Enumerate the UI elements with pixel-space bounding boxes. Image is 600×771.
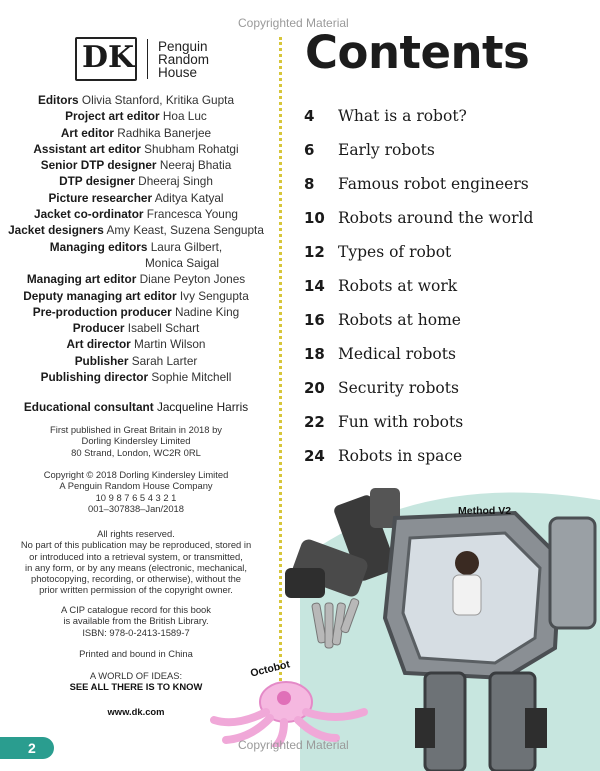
credits-list [0,92,272,385]
publisher-name-line: House [158,64,198,80]
page-title: Contents [305,26,530,79]
credit-line: Pre-production producer Nadine King [32,304,240,319]
toc-item[interactable]: 8 Famous robot engineers [304,175,529,193]
credit-line: Art editor Radhika Banerjee [60,125,212,140]
credit-line: Art director Martin Wilson [66,337,206,352]
cip-block: A CIP catalogue record for this book is available from the British Library. ISBN: 978-0-2413-1589-7 [61,604,211,638]
dk-logo-icon [75,37,137,81]
publisher-name-line: Random [158,51,210,67]
credit-line: Project art editor Hoa Luc [65,109,207,124]
credit-line: Producer Isabell Schart [72,321,200,336]
credit-line: Monica Saigal [144,255,220,270]
toc-item[interactable]: 24 Robots in space [304,447,463,465]
credit-line: Managing editors Laura Gilbert, [49,239,223,254]
toc-item[interactable]: 12 Types of robot [304,243,452,261]
tagline-block: A WORLD OF IDEAS: SEE ALL THERE IS TO KNOW [69,670,203,693]
publisher-name [158,40,209,79]
column-divider [279,37,282,699]
printed-line: Printed and bound in China [79,648,193,659]
credit-line: Deputy managing art editor Ivy Sengupta [23,288,249,303]
toc-item[interactable]: 22 Fun with robots [304,413,464,431]
toc-item[interactable]: 20 Security robots [304,379,459,397]
toc-item[interactable]: 6 Early robots [304,141,435,159]
credit-line: Managing art editor Diane Peyton Jones [26,272,246,287]
credit-line: DTP designer Dheeraj Singh [59,174,213,189]
credit-line: Picture researcher Aditya Katyal [48,190,224,205]
credit-line: Publisher Sarah Larter [74,353,198,368]
educational-consultant: Educational consultant Jacqueline Harris [23,400,249,414]
credit-line: Assistant art editor Shubham Rohatgi [33,141,239,156]
watermark-top: Copyrighted Material [238,16,349,30]
dk-letters: DK [82,40,135,75]
website-line: www.dk.com [107,706,165,717]
publisher-name-line: Penguin [158,38,208,54]
robot-caption: Method V2 [458,505,512,517]
toc-item[interactable]: 18 Medical robots [304,345,456,363]
page-number-tab [0,737,54,759]
first-published-block: First published in Great Britain in 2018 by Dorling Kindersley Limited 80 Strand, London, WC2R 0RL [50,424,222,458]
publisher-logo [75,37,209,81]
octobot-caption: Octobot [249,658,292,680]
toc-item[interactable]: 10 Robots around the world [304,209,534,227]
octobot-illustration [206,672,372,747]
copyright-block: Copyright © 2018 Dorling Kindersley Limited A Penguin Random House Company 10 9 8 7 6 5 4 3 2 1 001–307838–Jan/2018 [43,469,229,514]
credit-line: Editors Olivia Stanford, Kritika Gupta [37,93,235,107]
toc-item[interactable]: 14 Robots at work [304,277,458,295]
logo-divider [147,39,148,79]
credit-line: Senior DTP designer Neeraj Bhatia [40,158,232,173]
page-number: 2 [28,740,36,756]
watermark-bottom: Copyrighted Material [238,738,349,752]
credit-line: Jacket designers Amy Keast, Suzena Sengupta [8,223,264,238]
toc-item[interactable]: 4 What is a robot? [304,107,467,125]
rights-block: All rights reserved. No part of this publication may be reproduced, stored in or introduced into a retrieval system, or transmitted, in any form, or by any means (electronic, mechanical, photocopying, recording, or otherwise), without the prior written permission of the copyright owner. [20,528,252,596]
credit-line: Publishing director Sophie Mitchell [40,370,232,385]
toc-item[interactable]: 16 Robots at home [304,311,461,329]
credit-line: Jacket co-ordinator Francesca Young [34,207,238,222]
